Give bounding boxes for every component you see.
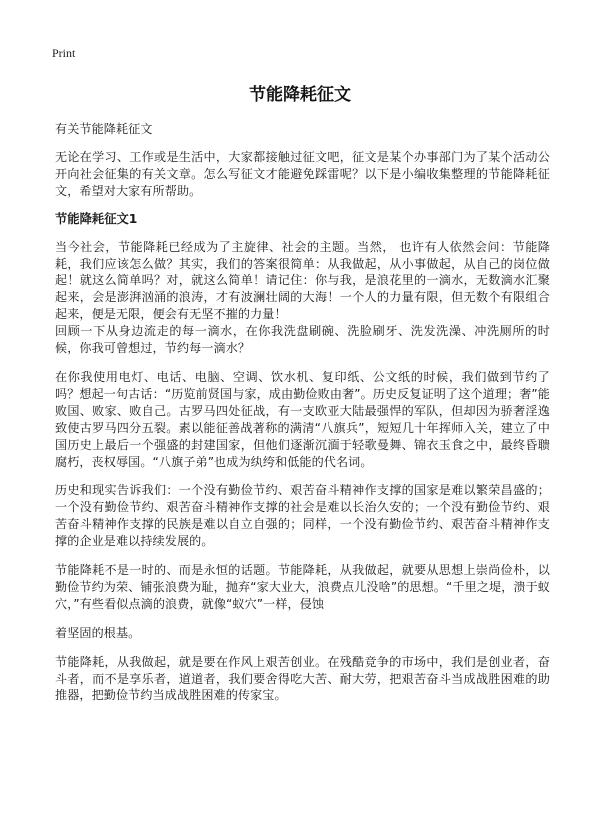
- section-heading: 节能降耗征文1: [55, 211, 138, 226]
- intro-label: 有关节能降耗征文: [55, 122, 153, 136]
- paragraph-6: 着坚固的根基。: [55, 625, 141, 640]
- paragraph-3: 在你我使用电灯、电话、电脑、空调、饮水机、复印纸、公文纸的时候，我们做到节约了吗？想起一句古话：“历览前贤国与家，成由勤俭败由奢”。历史反复证明了这个道理；奢”能败国、败家、败自己。古罗马四处征战，有一支欧亚大陆最强悍的军队，但却因为骄奢淫逸致使古罗马四分五裂。素以能征善战著称的满清“八旗兵”，短短几十年挥师入关，建立了中国历史上最后一个强盛的封建国家，但他们逐渐沉湎于轻歌曼舞、锦衣玉食之中，最终昏聩腐朽，丧权辱国。“八旗子弟”也成为纨绔和低能的代名词。: [55, 369, 550, 469]
- print-link[interactable]: Print: [52, 46, 76, 60]
- paragraph-2: 回顾一下从身边流走的每一滴水，在你我洗盘刷碗、洗脸刷牙、洗发洗澡、冲洗厕所的时候，你我可曾想过，节约每一滴水？: [55, 324, 550, 356]
- paragraph-1: 当今社会，节能降耗已经成为了主旋律、社会的主题。当然， 也许有人依然会问：节能降耗，我们应该怎么做？其实，我们的答案很简单：从我做起，从小事做起，从自己的岗位做起！就这么简单吗？对，就这么简单！请记住：你与我，是浪花里的一滴水，无数滴水汇聚起来，会是澎湃汹涌的浪涛，才有波澜壮阔的大海！一个人的力量有限，但无数个有限组合起来，便是无限，便会有无坚不摧的力量！: [55, 239, 550, 322]
- intro-paragraph: 无论在学习、工作或是生活中，大家都接触过征文吧，征文是某个办事部门为了某个活动公开向社会征集的有关文章。怎么写征文才能避免踩雷呢？以下是小编收集整理的节能降耗征文，希望对大家有所帮助。: [55, 149, 550, 198]
- paragraph-7: 节能降耗，从我做起，就是要在作风上艰苦创业。在残酷竞争的市场中，我们是创业者，奋斗者，而不是享乐者，道道者，我们要舍得吃大苦、耐大劳，把艰苦奋斗当成战胜困难的助推器，把勤俭节约当成战胜困难的传家宝。: [55, 654, 550, 703]
- document-title: 节能降耗征文: [249, 85, 351, 105]
- paragraph-4: 历史和现实告诉我们：一个没有勤俭节约、艰苦奋斗精神作支撑的国家是难以繁荣昌盛的；一个没有勤俭节约、艰苦奋斗精神作支撑的社会是难以长治久安的；一个没有勤俭节约、艰苦奋斗精神作支撑的民族是难以自立自强的；同样，一个没有勤俭节约、艰苦奋斗精神作支撑的企业是难以持续发展的。: [55, 483, 550, 549]
- paragraph-5: 节能降耗不是一时的、而是永恒的话题。节能降耗，从我做起，就要从思想上崇尚俭朴，以勤俭节约为荣、铺张浪费为耻，抛弃“家大业大，浪费点儿没啥”的思想。“千里之堤，溃于蚁穴，”有些看似点滴的浪费，就像“蚁穴”一样，侵蚀: [55, 563, 550, 611]
- document-body: [55, 121, 550, 704]
